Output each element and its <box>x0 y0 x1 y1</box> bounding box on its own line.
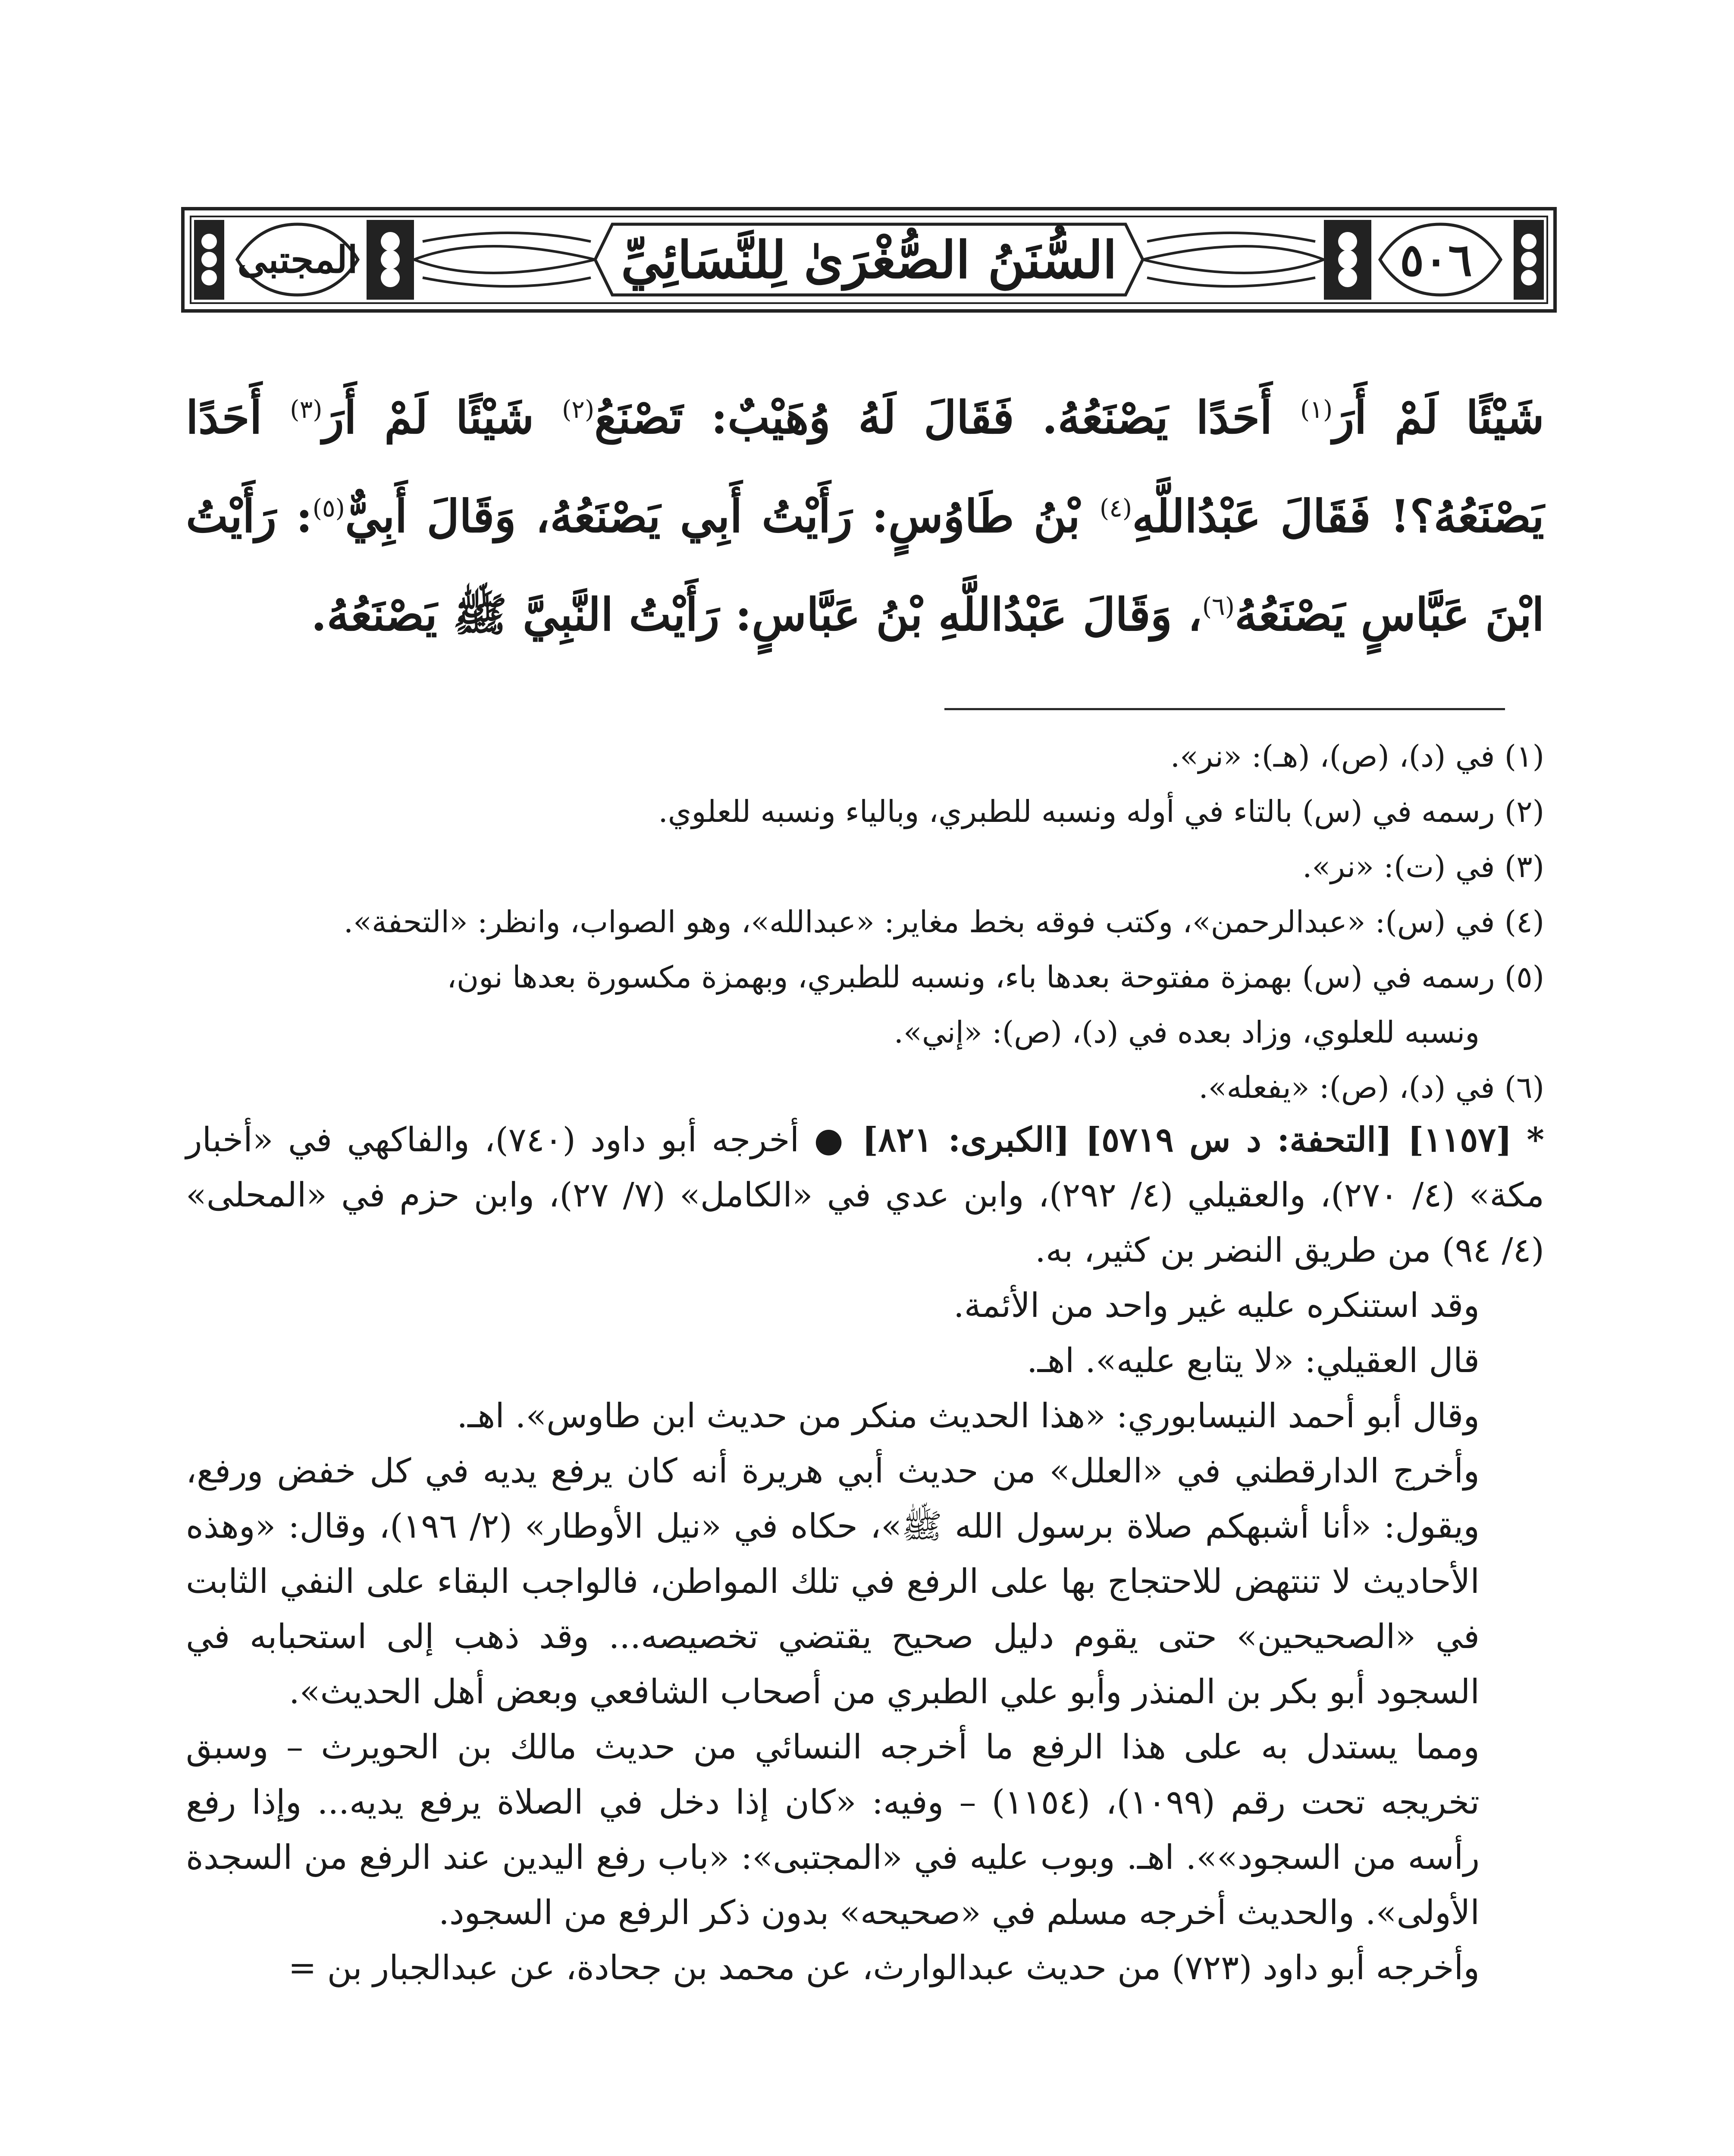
commentary-paragraph: وأخرجه أبو داود (٧٢٣) من حديث عبدالوارث، عن محمد بن جحادة، عن عبدالجبار بن = <box>288 1949 1480 1987</box>
footnote-3: (٣) في (ت): «نر». <box>1302 849 1544 884</box>
hadith-main-text <box>186 364 1544 660</box>
footnote-6: (٦) في (د)، (ص): «يفعله». <box>1198 1070 1544 1105</box>
commentary-paragraph: ومما يستدل به على هذا الرفع ما أخرجه النسائي من حديث مالك بن الحويرث – وسبق تخريجه تحت رقم (١٠٩٩)، (١١٥٤) – وفيه: «كان إذا دخل في الصلاة يرفع يديه... وإذا رفع رأسه من السجود»». اهـ. وبوب عليه في «المجتبى»: «باب رفع اليدين عند الرفع من السجدة الأولى». والحديث أخرجه مسلم في «صحيحه» بدون ذكر الرفع من السجود. <box>186 1728 1480 1932</box>
commentary-paragraph: وقال أبو أحمد النيسابوري: «هذا الحديث منكر من حديث ابن طاوس». اهـ. <box>457 1397 1480 1435</box>
page-number: ٥٠٦ <box>1400 233 1472 286</box>
footnotes <box>186 729 1544 1115</box>
hadith-reference: [١١٥٧] [التحفة: د س ٥٧١٩] [الكبرى: ٨٢١] <box>862 1120 1512 1159</box>
commentary-paragraph: وأخرج الدارقطني في «العلل» من حديث أبي هريرة أنه كان يرفع يديه في كل خفض ورفع، ويقول: «أنا أشبهكم صلاة برسول الله ﷺ»، حكاه في «نيل الأوطار» (٢/ ١٩٦)، وقال: «وهذه الأحاديث لا تنتهض للاحتجاج بها على الرفع في تلك المواطن، فالواجب البقاء على النفي الثابت في «الصحيحين» حتى يقوم دليل صحيح يقتضي تخصيصه... وقد ذهب إلى استحبابه في السجود أبو بكر بن المنذر وأبو علي الطبري من أصحاب الشافعي وبعض أهل الحديث». <box>186 1452 1480 1711</box>
footnote-1: (١) في (د)، (ص)، (هـ): «نر». <box>1170 739 1544 774</box>
footnote-5-continued: ونسبه للعلوي، وزاد بعده في (د)، (ص): «إني». <box>894 1015 1480 1050</box>
footnote-separator <box>944 708 1505 710</box>
commentary-paragraph: وقد استنكره عليه غير واحد من الأئمة. <box>953 1286 1480 1325</box>
book-emblem: المجتبى <box>237 238 358 282</box>
footnote-4: (٤) في (س): «عبدالرحمن»، وكتب فوقه بخط مغاير: «عبدالله»، وهو الصواب، وانظر: «التحفة». <box>343 904 1544 940</box>
commentary-paragraph: قال العقيلي: «لا يتابع عليه». اهـ. <box>1027 1341 1480 1380</box>
takhrij-lead-paragraph <box>186 1112 1544 1278</box>
bullet-icon: ● <box>814 1121 848 1159</box>
page-header <box>181 207 1557 313</box>
takhrij-commentary <box>186 1112 1544 1996</box>
footnote-2: (٢) رسمه في (س) بالتاء في أوله ونسبه للطبري، وبالياء ونسبه للعلوي. <box>658 794 1544 829</box>
footnote-5: (٥) رسمه في (س) بهمزة مفتوحة بعدها باء، ونسبه للطبري، وبهمزة مكسورة بعدها نون، <box>447 959 1544 995</box>
header-book-title: السُّنَنُ الصُّغْرَىٰ لِلنَّسَائِيِّ <box>621 230 1117 290</box>
asterisk-marker: * <box>1527 1120 1544 1159</box>
takhrij-lead: أخرجه أبو داود (٧٤٠)، والفاكهي في «أخبار مكة» (٤/ ٢٧٠)، والعقيلي (٤/ ٢٩٢)، وابن عدي في «الكامل» (٧/ ٢٧)، وابن حزم في «المحلى» (٤/ ٩٤) من طريق النضر بن كثير، به. <box>186 1121 1545 1270</box>
hadith-paragraph: شَيْئًا لَمْ أَرَ$^{(١)}$ أَحَدًا يَصْنَعُهُ. فَقَالَ لَهُ وُهَيْبٌ: تَصْنَعُ$^{(٢)}$ شَيْئًا لَمْ أَرَ$^{(٣)}$ أَحَدًا يَصْنَعُهُ؟! فَقَالَ عَبْدُاللَّهِ$^{(٤)}$ بْنُ طَاوُسٍ: رَأَيْتُ أَبِي يَصْنَعُهُ، وَقَالَ أَبِيٌّ$^{(٥)}$: رَأَيْتُ ابْنَ عَبَّاسٍ يَصْنَعُهُ$^{(٦)}$، وَقَالَ عَبْدُاللَّهِ بْنُ عَبَّاسٍ: رَأَيْتُ النَّبِيَّ ﷺ يَصْنَعُهُ. <box>186 391 1545 641</box>
